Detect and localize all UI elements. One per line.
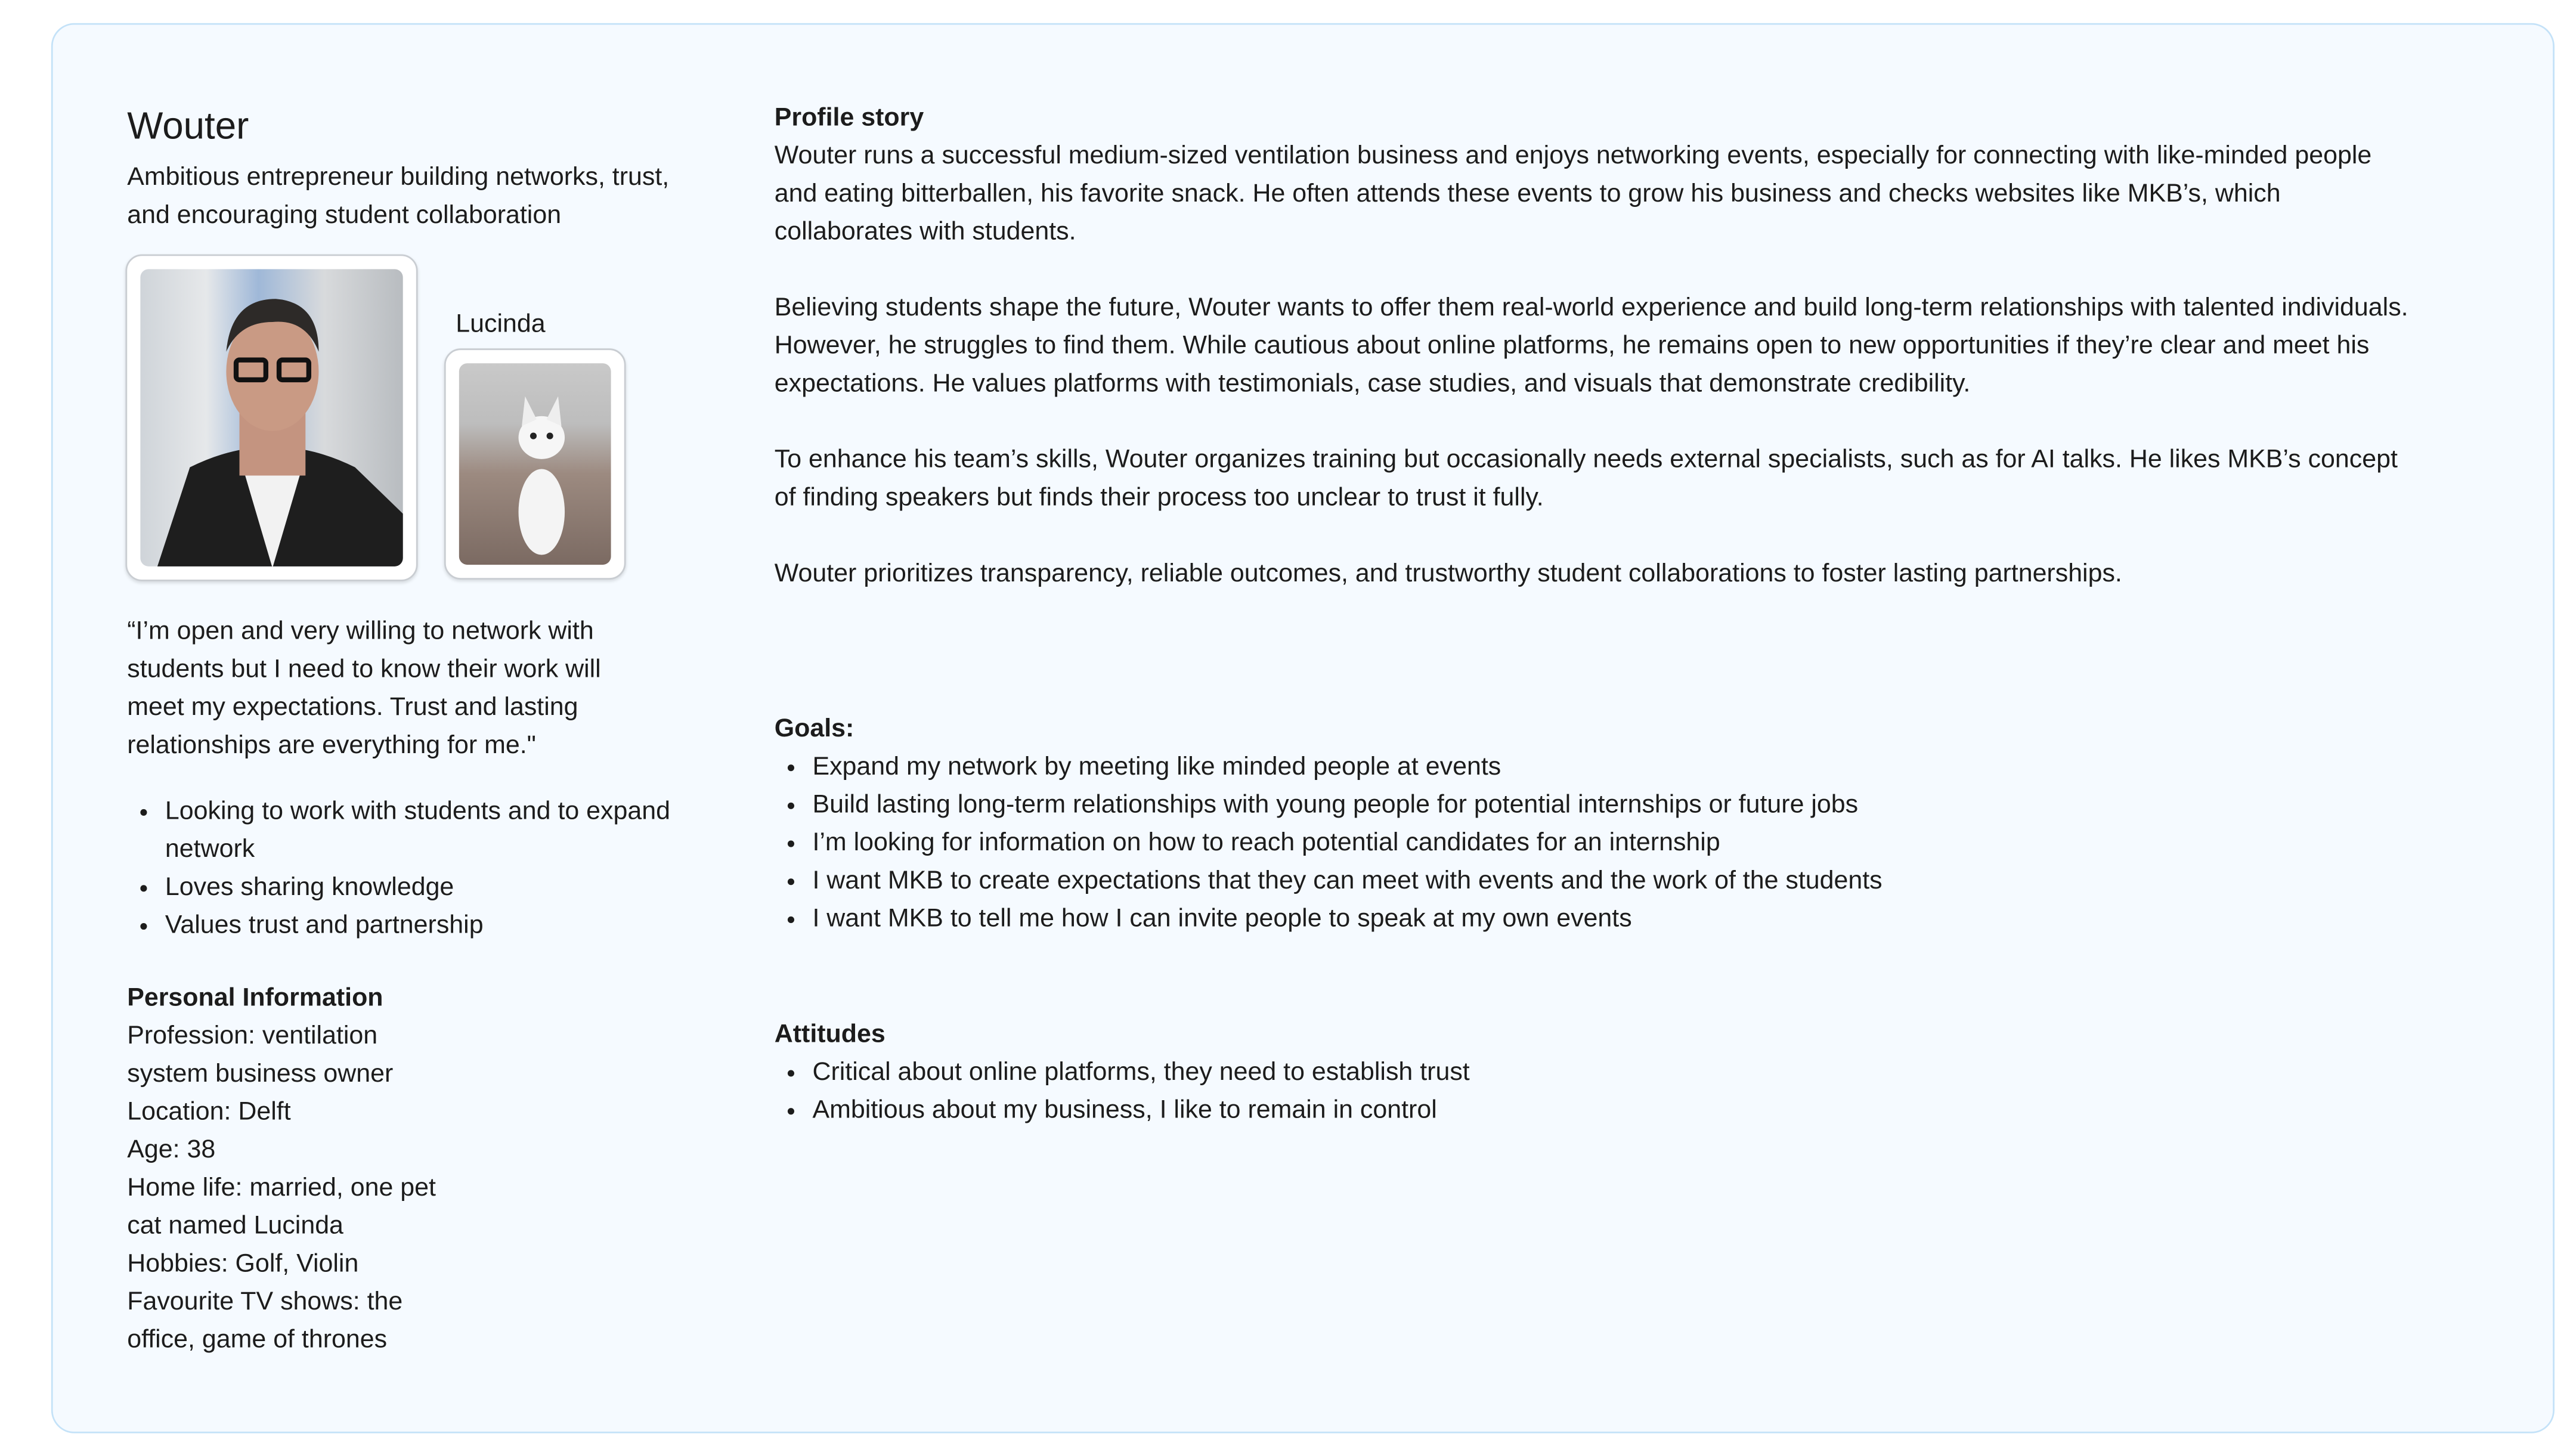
pet-photo [459, 363, 611, 565]
attitude-item: • Critical about online platforms, they need to establish trust [812, 1054, 2409, 1092]
persona-photo [140, 269, 402, 566]
personal-info-line: Hobbies: Golf, Violin [127, 1250, 359, 1278]
goal-item: • Build lasting long-term relationships with young people for potential internships or future jobs [812, 786, 2409, 824]
profile-story-heading: Profile story [774, 104, 924, 132]
attitudes-section [775, 1015, 2410, 1129]
profile-story-section [775, 99, 2410, 631]
goal-item: • Expand my network by meeting like minded people at events [812, 748, 2409, 786]
persona-name: Wouter [127, 104, 249, 147]
trait-item: • Looking to work with students and to expand network [165, 792, 677, 868]
persona-tagline: Ambitious entrepreneur building networks, trust, and encouraging student collaboration [127, 163, 670, 230]
trait-item: • Loves sharing knowledge [165, 869, 677, 907]
personal-info-line: Favourite TV shows: the office, game of thrones [127, 1287, 403, 1354]
goal-item: • I want MKB to tell me how I can invite people to speak at my own events [812, 900, 2409, 938]
personal-info-heading: Personal Information [127, 984, 383, 1013]
goal-item: • I want MKB to create expectations that they can meet with events and the work of the students [812, 862, 2409, 900]
trait-item: • Values trust and partnership [165, 906, 677, 945]
attitudes-heading: Attitudes [774, 1020, 886, 1049]
goals-heading: Goals: [774, 715, 854, 744]
attitude-item: • Ambitious about my business, I like to remain in control [812, 1091, 2409, 1129]
story-paragraph: Wouter prioritizes transparency, reliable outcomes, and trustworthy student collaborations to foster lasting partnerships. [774, 559, 2122, 588]
pet-photo-frame [444, 348, 626, 580]
personal-info-section [127, 979, 457, 1359]
story-paragraph: Wouter runs a successful medium-sized ventilation business and enjoys networking events, especially for connecting with like-minded people and eating bitterballen, his favorite snack. He often attends these events to grow his business and checks websites like MKB’s, which collaborates with students. [774, 142, 2372, 246]
personal-info-line: Home life: married, one pet cat named Lucinda [127, 1174, 436, 1240]
persona-traits-list [127, 792, 677, 945]
pet-name-label: Lucinda [456, 310, 546, 339]
goal-item: • I’m looking for information on how to reach potential candidates for an internship [812, 824, 2409, 862]
story-paragraph: To enhance his team’s skills, Wouter organizes training but occasionally needs external specialists, such as for AI talks. He likes MKB’s concept of finding speakers but finds their process too unclear to trust it fully. [774, 445, 2398, 512]
goals-section [775, 710, 2410, 938]
personal-info-line: Age: 38 [127, 1136, 216, 1165]
personal-info-line: Location: Delft [127, 1098, 291, 1126]
persona-quote: “I’m open and very willing to network with students but I need to know their work will meet my expectations. Trust and lasting relationships are everything for me." [127, 617, 601, 760]
personal-info-line: Profession: ventilation system business owner [127, 1022, 394, 1088]
story-paragraph: Believing students shape the future, Wouter wants to offer them real-world experience and build long-term relationships with talented individuals. However, he struggles to find them. While cautious about online platforms, he remains open to new opportunities if they’re clear and meet his expectations. He values platforms with testimonials, case studies, and visuals that demonstrate credibility. [774, 293, 2408, 398]
persona-photo-frame [125, 254, 417, 581]
persona-card [51, 23, 2555, 1433]
